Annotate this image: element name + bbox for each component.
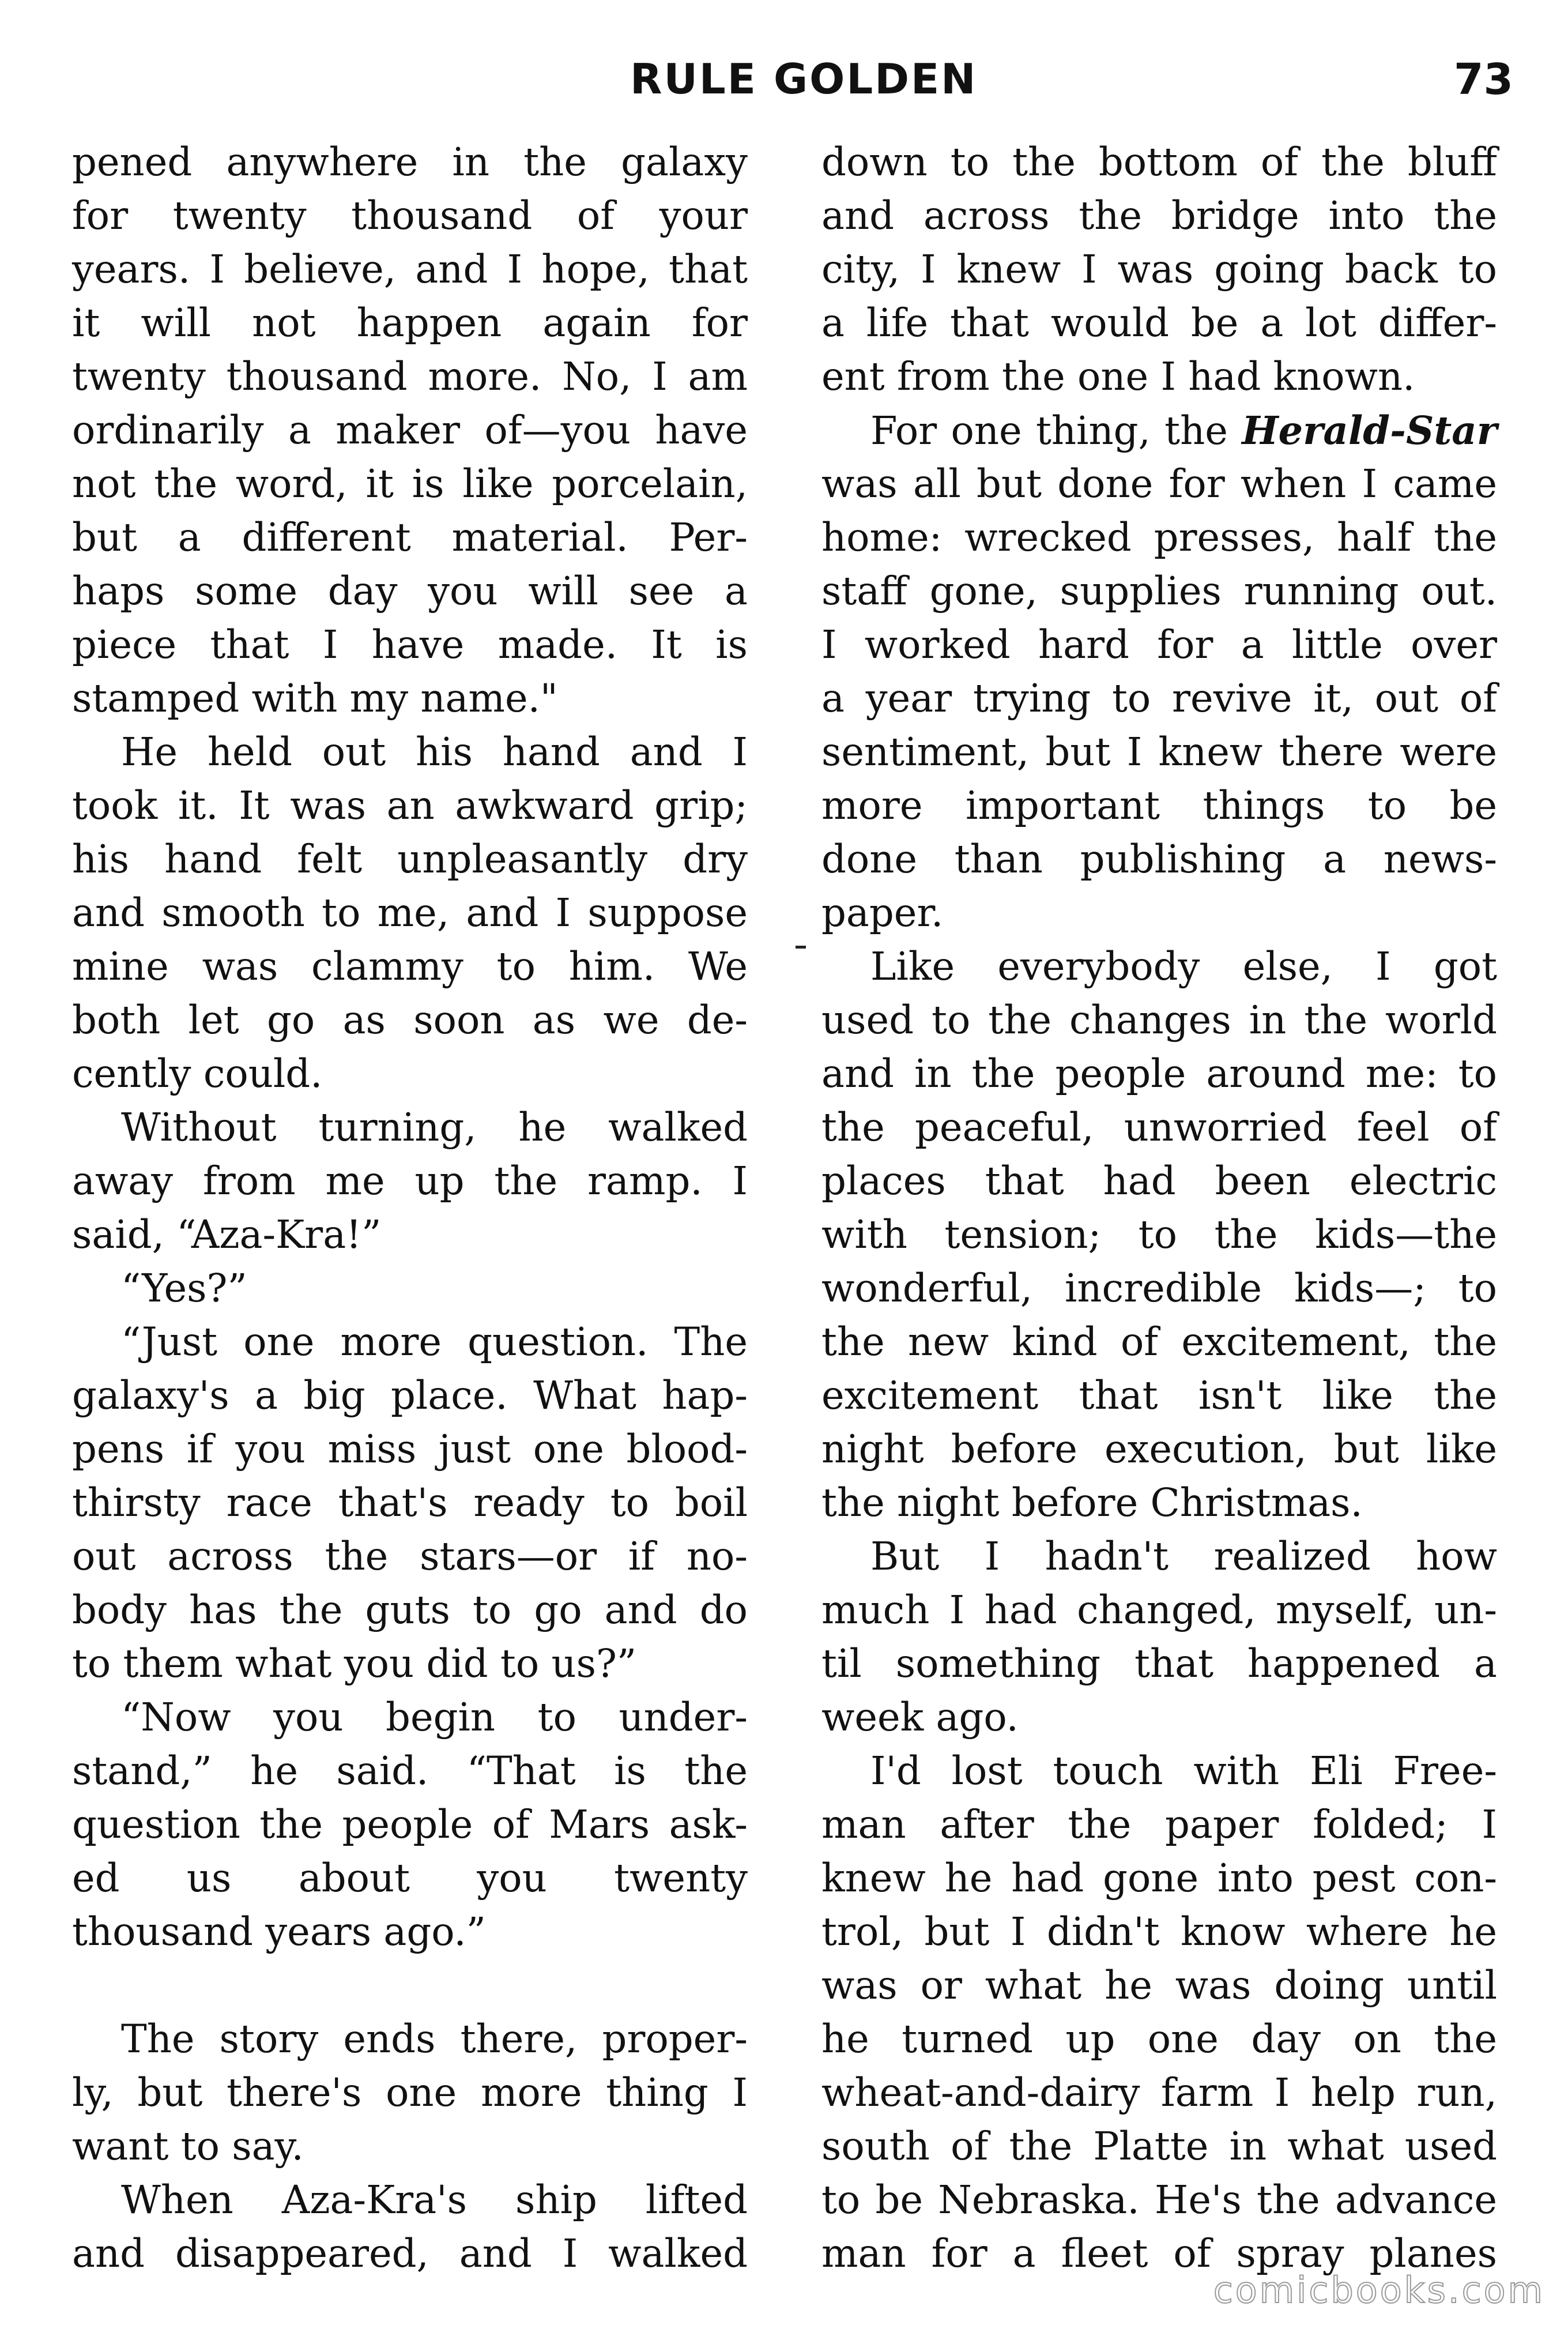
text-line: his hand felt unpleasantly dry [72, 837, 748, 882]
text-line: “Now you begin to under- [121, 1695, 748, 1740]
text-line: trol, but I didn't know where he [821, 1909, 1497, 1954]
text-line: more important things to be [821, 783, 1497, 828]
text-line: haps some day you will see a [72, 569, 748, 614]
page-number: 73 [1454, 55, 1513, 104]
text-line: twenty thousand more. No, I am [72, 354, 748, 399]
text-line: with tension; to the kids—the [821, 1212, 1497, 1257]
text-line: pened anywhere in the galaxy [72, 140, 748, 185]
text-line: week ago. [821, 1695, 1019, 1740]
text-line: out across the stars—or if no- [72, 1534, 748, 1579]
text-line: The story ends there, proper- [121, 2016, 748, 2061]
text-line: mine was clammy to him. We [72, 944, 748, 989]
text-line: the new kind of excitement, the [821, 1319, 1497, 1364]
running-head [0, 55, 1568, 118]
left-text-column [72, 136, 748, 2281]
text-line: down to the bottom of the bluff [821, 140, 1497, 185]
text-line: but a different material. Per- [72, 515, 748, 560]
text-line: took it. It was an awkward grip; [72, 783, 748, 828]
text-line: was or what he was doing until [821, 1963, 1497, 2008]
text-line: I worked hard for a little over [821, 622, 1497, 667]
text-line: man for a fleet of spray planes [821, 2231, 1497, 2276]
text-line: question the people of Mars ask- [72, 1802, 748, 1847]
text-line: ly, but there's one more thing I [72, 2070, 748, 2115]
text-line: both let go as soon as we de- [72, 998, 748, 1043]
text-line: away from me up the ramp. I [72, 1158, 748, 1203]
newspaper-name: Herald-Star [1242, 408, 1497, 453]
text-line: was all but done for when I came [821, 461, 1497, 506]
text-line: the peaceful, unworried feel of [821, 1105, 1497, 1150]
running-title: RULE GOLDEN [630, 55, 978, 103]
text-line: thirsty race that's ready to boil [72, 1480, 748, 1525]
text-line: to them what you did to us?” [72, 1641, 637, 1686]
text-line: wheat-and-dairy farm I help run, [821, 2070, 1497, 2115]
text-line: But I hadn't realized how [870, 1534, 1497, 1579]
text-line: a year trying to revive it, out of [821, 676, 1497, 721]
text-line: used to the changes in the world [821, 998, 1497, 1043]
text-line: “Yes?” [121, 1266, 247, 1311]
text-line: ent from the one I had known. [821, 354, 1415, 399]
text-line: and across the bridge into the [821, 193, 1497, 238]
text-line: it will not happen again for [72, 300, 748, 345]
text-line: places that had been electric [821, 1158, 1497, 1203]
text-line: For one thing, the Herald-Star [870, 408, 1497, 453]
text-line: night before execution, but like [821, 1427, 1497, 1472]
text-line: I'd lost touch with Eli Free- [870, 1748, 1497, 1793]
text-line: paper. [821, 890, 944, 935]
text-line: sentiment, but I knew there were [821, 729, 1497, 774]
text-line: Like everybody else, I got [870, 944, 1497, 989]
text-line: a life that would be a lot differ- [821, 300, 1497, 345]
text-line: home: wrecked presses, half the [821, 515, 1497, 560]
text-line: to be Nebraska. He's the advance [821, 2177, 1497, 2222]
text-line: excitement that isn't like the [821, 1373, 1497, 1418]
text-line: and disappeared, and I walked [72, 2231, 748, 2276]
text-line: ordinarily a maker of—you have [72, 408, 748, 453]
text-line: When Aza-Kra's ship lifted [121, 2177, 748, 2222]
text-line: body has the guts to go and do [72, 1587, 748, 1632]
right-text-column [821, 136, 1497, 2281]
text-line: Without turning, he walked [121, 1105, 748, 1150]
text-line: knew he had gone into pest con- [821, 1856, 1497, 1901]
text-line: years. I believe, and I hope, that [72, 247, 748, 292]
text-line: galaxy's a big place. What hap- [72, 1373, 748, 1418]
text-line: he turned up one day on the [821, 2016, 1497, 2061]
text-line: city, I knew I was going back to [821, 247, 1497, 292]
text-line: south of the Platte in what used [821, 2124, 1497, 2169]
text-line: pens if you miss just one blood- [72, 1427, 748, 1472]
text-line: wonderful, incredible kids—; to [821, 1266, 1497, 1311]
text-line: staff gone, supplies running out. [821, 569, 1497, 614]
text-line: ed us about you twenty [72, 1856, 748, 1901]
text-line: said, “Aza-Kra!” [72, 1212, 382, 1257]
text-line: done than publishing a news- [821, 837, 1497, 882]
text-line: “Just one more question. The [121, 1319, 748, 1364]
section-break [72, 1959, 748, 2012]
text-line: He held out his hand and I [121, 729, 748, 774]
text-line: cently could. [72, 1051, 323, 1096]
watermark: comicbooks.com [1213, 2269, 1545, 2311]
text-line: and in the people around me: to [821, 1051, 1497, 1096]
text-line: not the word, it is like porcelain, [72, 461, 748, 506]
text-line: want to say. [72, 2124, 304, 2169]
text-line: piece that I have made. It is [72, 622, 748, 667]
text-line: stand,” he said. “That is the [72, 1748, 748, 1793]
stray-dash-mark [796, 946, 806, 949]
text-line: for twenty thousand of your [72, 193, 748, 238]
text-line: til something that happened a [821, 1641, 1497, 1686]
text-line: thousand years ago.” [72, 1909, 486, 1954]
text-line: much I had changed, myself, un- [821, 1587, 1497, 1632]
text-line: stamped with my name." [72, 676, 558, 721]
text-line: man after the paper folded; I [821, 1802, 1497, 1847]
text-line: and smooth to me, and I suppose [72, 890, 748, 935]
text-line: the night before Christmas. [821, 1480, 1363, 1525]
